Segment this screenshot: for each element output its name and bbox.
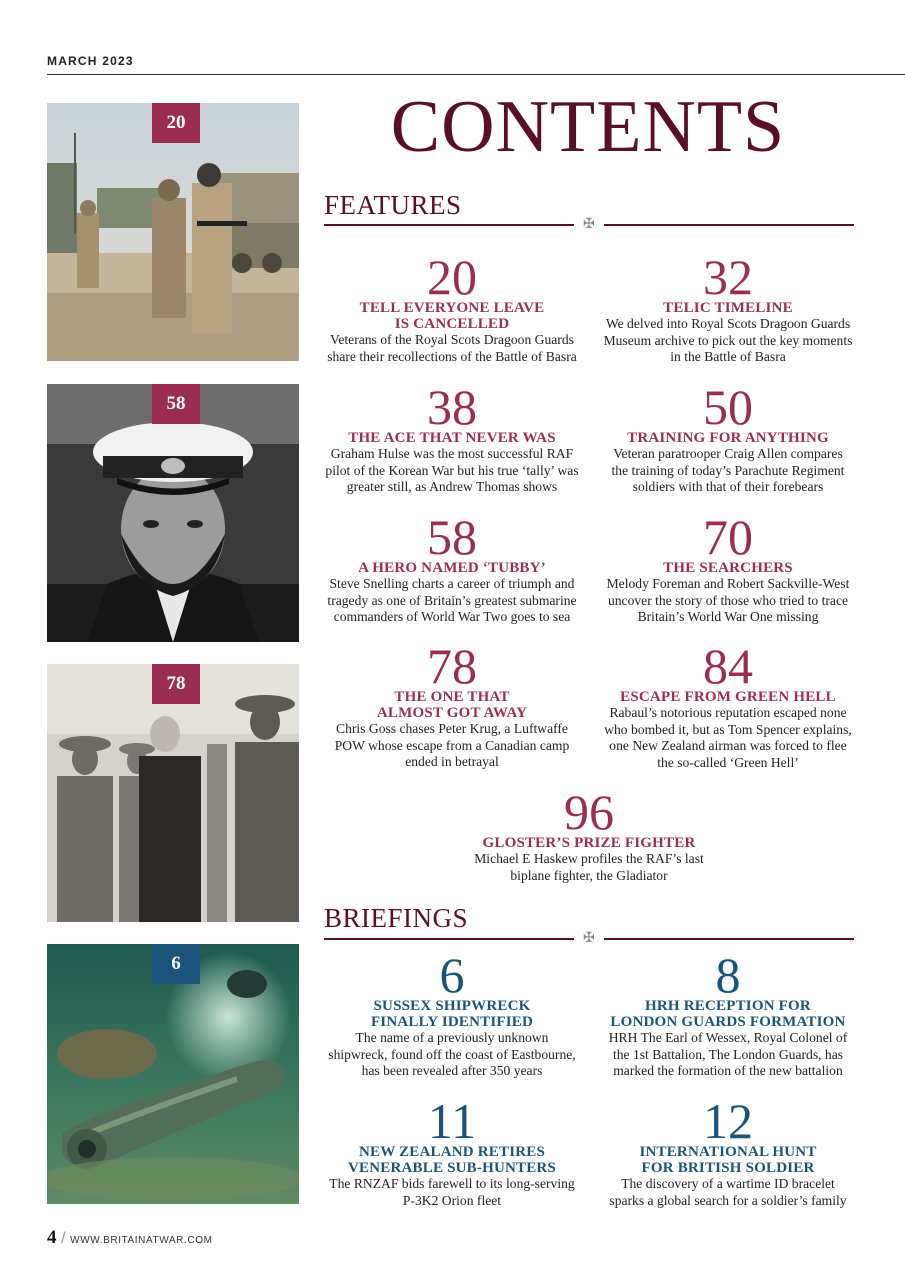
- entry-description: Chris Goss chases Peter Krug, a Luftwaffe POW whose escape from a Canadian camp ended in betrayal: [334, 721, 570, 769]
- website-link[interactable]: WWW.BRITAINATWAR.COM: [70, 1235, 213, 1246]
- entry-title: THE ONE THAT ALMOST GOT AWAY: [376, 689, 528, 721]
- page-number: 4: [47, 1227, 58, 1248]
- photo-page-badge: 20: [152, 103, 200, 143]
- entry-description: Steve Snelling charts a career of triumph and tragedy as one of Britain’s greatest submarine commanders of World War Two goes to sea: [327, 576, 577, 624]
- entry-title: A HERO NAMED ‘TUBBY’: [358, 560, 546, 576]
- feature-entry[interactable]: [320, 249, 584, 365]
- entry-page-number: 50: [703, 379, 753, 435]
- entry-description: Michael E Haskew profiles the RAF’s last biplane fighter, the Gladiator: [474, 851, 704, 883]
- briefing-entry[interactable]: [320, 1093, 584, 1209]
- entry-description: HRH The Earl of Wessex, Royal Colonel of the 1st Battalion, The London Guards, has marked the formation of the new battalion: [608, 1030, 848, 1078]
- entry-description: We delved into Royal Scots Dragoon Guards Museum archive to pick out the key moments in the Battle of Basra: [603, 316, 853, 364]
- entry-title: TRAINING FOR ANYTHING: [627, 430, 829, 446]
- feature-entry[interactable]: [596, 638, 860, 771]
- entry-page-number: 12: [703, 1093, 753, 1149]
- entry-page-number: 38: [427, 379, 477, 435]
- entry-page-number: 84: [703, 638, 753, 694]
- entry-page-number: 70: [703, 509, 753, 565]
- feature-entry[interactable]: [596, 249, 860, 366]
- pow-escort-photo[interactable]: [47, 664, 299, 922]
- photo-page-badge: 78: [152, 664, 200, 704]
- briefings-heading: BRIEFINGS: [324, 903, 469, 933]
- briefings-divider: [324, 930, 854, 946]
- entry-page-number: 8: [715, 947, 741, 1003]
- feature-entry[interactable]: [320, 638, 584, 771]
- entry-title: HRH RECEPTION FOR LONDON GUARDS FORMATION: [610, 998, 846, 1030]
- entry-title: THE SEARCHERS: [663, 560, 793, 576]
- entry-page-number: 96: [564, 784, 614, 840]
- entry-description: Veteran paratrooper Craig Allen compares the training of today’s Parachute Regiment soldiers with that of their forebears: [611, 446, 845, 494]
- entry-description: Graham Hulse was the most successful RAF pilot of the Korean War but his true ‘tally’ was greater still, as Andrew Thomas shows: [325, 446, 579, 494]
- entry-title: GLOSTER’S PRIZE FIGHTER: [482, 835, 696, 851]
- issue-date: MARCH 2023: [47, 54, 134, 68]
- briefing-entry[interactable]: [596, 1093, 860, 1209]
- briefing-entry[interactable]: [320, 947, 584, 1080]
- top-rule: [47, 74, 905, 75]
- entry-description: The discovery of a wartime ID bracelet sparks a global search for a soldier’s family: [609, 1176, 847, 1208]
- feature-entry[interactable]: [320, 379, 584, 496]
- entry-title: ESCAPE FROM GREEN HELL: [620, 689, 836, 705]
- entry-page-number: 6: [439, 947, 465, 1003]
- photo-page-badge: 6: [152, 944, 200, 984]
- entry-title: NEW ZEALAND RETIRES VENERABLE SUB-HUNTERS: [348, 1144, 556, 1176]
- feature-entry[interactable]: [596, 379, 860, 496]
- entry-title: THE ACE THAT NEVER WAS: [348, 430, 556, 446]
- feature-entry[interactable]: [596, 509, 860, 626]
- footer-separator: /: [61, 1230, 67, 1247]
- entry-title: SUSSEX SHIPWRECK FINALLY IDENTIFIED: [370, 998, 534, 1030]
- entry-description: Veterans of the Royal Scots Dragoon Guards share their recollections of the Battle of Basra: [327, 332, 577, 364]
- shipwreck-cannon-photo[interactable]: [47, 944, 299, 1204]
- feature-entry[interactable]: [457, 784, 721, 884]
- entry-description: Rabaul’s notorious reputation escaped none who bombed it, but as Tom Spencer explains, one New Zealand airman was forced to flee the so-called ‘Green Hell’: [604, 705, 852, 770]
- soldiers-basra-photo[interactable]: [47, 103, 299, 361]
- cross-ornament-icon: ✠: [583, 930, 595, 946]
- entry-description: Melody Foreman and Robert Sackville-West uncover the story of those who tried to trace Britain’s World War One missing: [606, 576, 850, 624]
- entry-page-number: 20: [427, 249, 477, 305]
- entry-page-number: 11: [427, 1093, 477, 1149]
- entry-page-number: 32: [703, 249, 753, 305]
- entry-title: TELIC TIMELINE: [663, 300, 793, 316]
- briefing-entry[interactable]: [596, 947, 860, 1080]
- entry-title: INTERNATIONAL HUNT FOR BRITISH SOLDIER: [639, 1144, 817, 1176]
- page-footer: [47, 1227, 213, 1249]
- entry-page-number: 58: [427, 509, 477, 565]
- entry-description: The RNZAF bids farewell to its long-serving P-3K2 Orion fleet: [329, 1176, 575, 1208]
- photo-page-badge: 58: [152, 384, 200, 424]
- cross-ornament-icon: ✠: [583, 216, 595, 232]
- feature-entry[interactable]: [320, 509, 584, 626]
- features-heading: FEATURES: [324, 190, 462, 220]
- page-title: CONTENTS: [390, 86, 786, 168]
- entry-description: The name of a previously unknown shipwreck, found off the coast of Eastbourne, has been revealed after 350 years: [328, 1030, 576, 1078]
- submarine-commander-portrait[interactable]: [47, 384, 299, 642]
- features-divider: [324, 216, 854, 232]
- entry-title: TELL EVERYONE LEAVE IS CANCELLED: [359, 300, 545, 332]
- entry-page-number: 78: [427, 638, 477, 694]
